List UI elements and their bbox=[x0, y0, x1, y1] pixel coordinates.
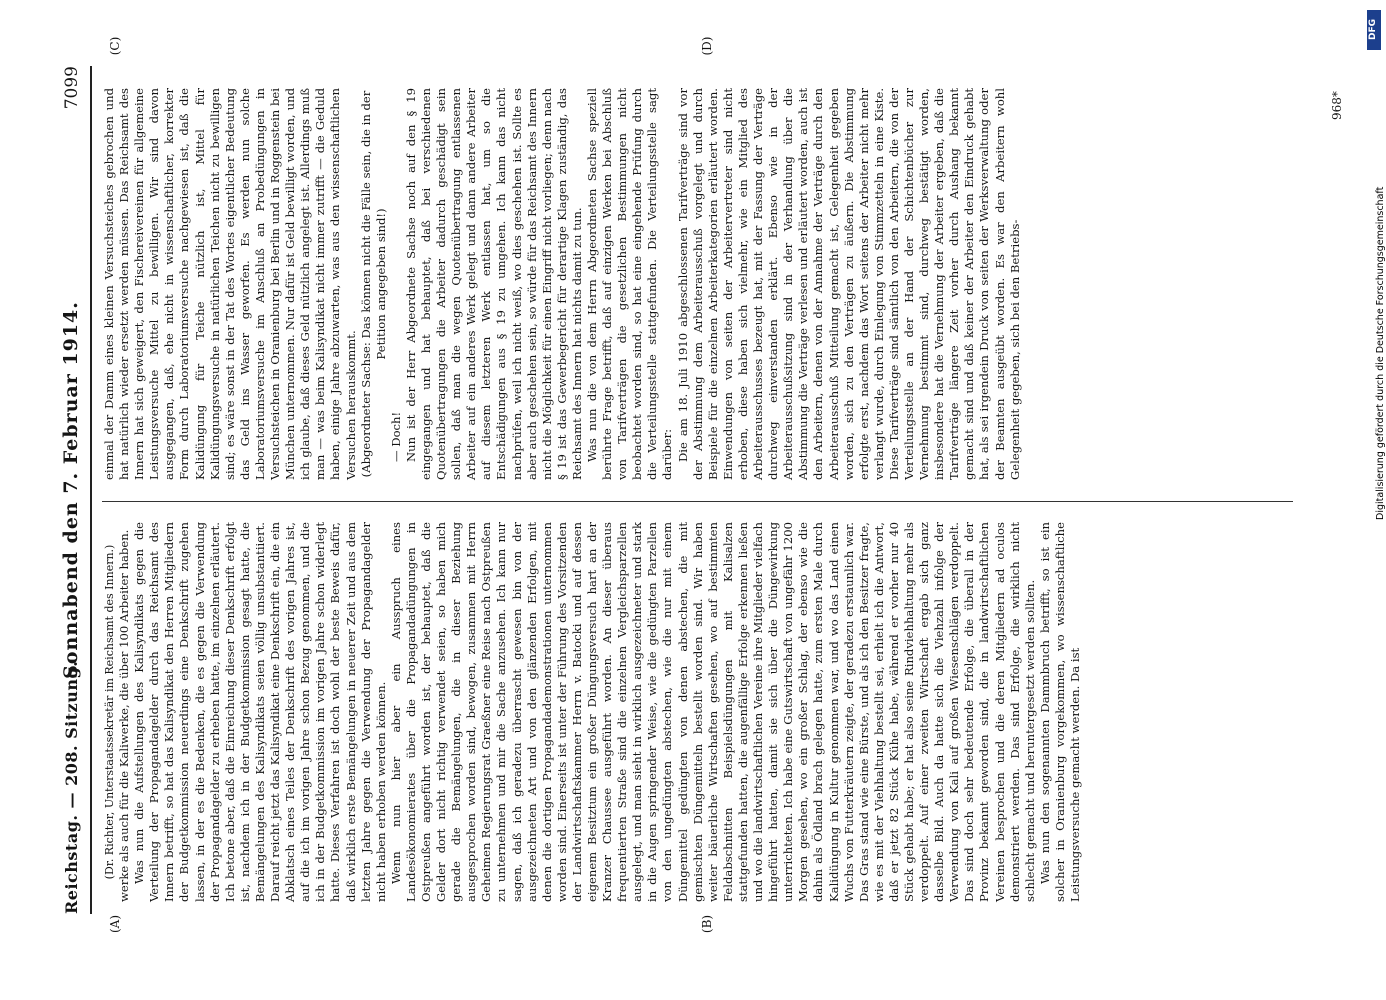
header-date: Sonnabend den 7. Februar 1914. bbox=[60, 301, 82, 679]
speaker-note: (Dr. Richter, Unterstaatssekretär im Reichsamt des Innern.) bbox=[103, 544, 116, 880]
quoted-paragraph: Die am 18. Juli 1910 abgeschlossenen Tarifverträge sind vor der Abstimmung dem Arbeiterausschuß vorgelegt und durch Beispiele für die einzelnen Arbeiterkategorien erläutert worden. Einwendungen von seiten der Arbeitervertreter sind nicht erhoben, diese haben sich vielmehr, wie ein Mitglied des Arbeiterausschusses bezeugt hat, mit der Fassung der Verträge durchweg einverstanden erklärt. Ebenso wie in der Arbeiterausschußsitzung sind in der Verhandlung über die Abstimmung die Verträge verlesen und erläutert worden, auch ist den Arbeitern, denen von der Annahme der Verträge durch den Arbeiterausschuß Mitteilung gemacht ist, Gelegenheit gegeben worden, sich zu den Verträgen zu äußern. Die Abstimmung erfolgte erst, nachdem das Wort seitens der Arbeiter nicht mehr verlangt wurde, durch Einlegung von Stimmzetteln in eine Kiste. Diese Tarifverträge sind sämtlich von den Arbeitern, die von der Verteilungsstelle an der Hand der Schichtenbücher zur Vernehmung bestimmt sind, durchweg bestätigt worden, insbesondere hat die Vernehmung der Arbeiter ergeben, daß die Tarifverträge längere Zeit vorher durch Aushang bekannt gemacht sind und daß keiner der Arbeiter den Eindruck gehabt hat, als sei irgendein Druck von seiten der Werksverwaltung oder der Beamten ausgeübt worden. Es war den Arbeitern wohl Gelegenheit gegeben, sich bei den Betriebs- bbox=[675, 88, 1022, 480]
paragraph: Was nun den sogenannten Dammbruch betrifft, so ist ein solcher in Oranienburg vorgekommen, wo wissenschaftliche Leistungsversuche gemacht werden. Da ist bbox=[1037, 522, 1082, 902]
margin-marker-a: (A) bbox=[108, 914, 122, 934]
paragraph: Nun ist der Herr Abgeordnete Sachse noch auf den § 19 eingegangen und hat behauptet, daß bei verschiedenen Quotenübertragungen die Arbeiter dadurch geschädigt sein sollen, daß man die wegen Quotenübertragung entlassenen Arbeiter auf ein anderes Werk gelegt und dann andere Arbeiter auf diesem letzteren Werk entlassen hat, um so die Entschädigungen aus § 19 zu umgehen. Ich kann das nicht nachprüfen, weil ich nicht weiß, wo dies geschehen ist. Sollte es aber auch geschehen sein, so würde für das Reichsamt des Innern nicht die Möglichkeit für einen Eingriff nicht vorliegen; denn nach § 19 ist das Gewerbegericht für derartige Klagen zuständig, das Reichsamt des Innern hat nichts damit zu tun. bbox=[403, 88, 584, 480]
margin-marker-c: (C) bbox=[108, 36, 122, 56]
column-divider bbox=[102, 501, 1293, 502]
margin-marker-d: (D) bbox=[700, 36, 714, 56]
paragraph: Was nun die von dem Herrn Abgeordneten Sachse speziell berührte Frage betrifft, daß auf einzigen Werken bei Abschluß von Tarifverträgen die gesetzlichen Bestimmungen nicht beobachtet worden sind, so hat eine eingehende Prüfung durch die Verteilungsstelle stattgefunden. Die Verteilungsstelle sagt darüber: bbox=[585, 88, 675, 480]
dfg-logo bbox=[1367, 10, 1381, 50]
dfg-logo-text: DFG bbox=[1368, 18, 1378, 40]
paragraph: einmal der Damm eines kleinen Versuchsteiches gebrochen und hat natürlich wieder ersetzt werden müssen. Das Reichsamt des Innern hat sich geweigert, den Fischereivereinen für allgemeine Leistungsversuche Mittel zu bewilligen. Wir sind davon ausgegangen, daß, ehe nicht in wissenschaftlicher, korrekter Form durch Laboratoriumsversuche nachgewiesen ist, daß die Kalidüngung für Teiche nützlich ist, Mittel für Kalidüngungsversuche in natürlichen Teichen nicht zu bewilligen sind; es wäre sonst in der Tat des Wortes eigentlicher Bedeutung das Geld ins Wasser geworfen. Es werden nun solche Laboratoriumsversuche im Anschluß an Probedüngungen in Versuchsteichen in Oranienburg bei Berlin und in Roggenstein bei München unternommen. Nur dafür ist Geld bewilligt worden, und ich glaube, daß dieses Geld nützlich angelegt ist. Allerdings muß man — was beim Kalisyndikat nicht immer zutrifft — die Geduld haben, einige Jahre abzuwarten, was aus den wissenschaftlichen Versuchen herauskommt. bbox=[102, 88, 358, 480]
signature-mark: 968* bbox=[1330, 91, 1344, 120]
header-session: Reichstag. — 208. Sitzung. bbox=[62, 660, 81, 914]
paragraph: Wenn nun hier aber ein Ausspruch eines Landesökonomierates über die Propagandadüngungen in Ostpreußen angeführt worden ist, der behauptet, daß die Gelder dort nicht richtig verwendet seien, so haben mich gerade die Bemängelungen, die in dieser Beziehung ausgesprochen worden sind, bewogen, zusammen mit Herrn Geheimen Regierungsrat Graeßner eine Reise nach Ostpreußen zu unternehmen und mir die Sache anzusehen. Ich kann nur sagen, daß ich geradezu überrascht gewesen bin von der ausgezeichneten Art und von den glänzenden Erfolgen, mit denen die dortigen Propagandademonstrationen unternommen worden sind. Einerseits ist unter der Führung des Vorsitzenden der Landwirtschaftskammer Herrn v. Batocki und auf dessen eigenem Besitztum ein großer Düngungsversuch hart an der Kranzer Chaussee ausgeführt worden. An dieser überaus frequentierten Straße sind die einzelnen Vergleichsparzellen ausgelegt, und man sieht in wirklich ausgezeichneter und stark in die Augen springender Weise, wie die gedüngten Parzellen von den ungedüngten abstechen, wie die nur mit einem Düngemittel gedüngten von denen abstechen, die mit gemischten Düngemitteln bestellt worden sind. Wir haben weiter bäuerliche Wirtschaften gesehen, wo auf bestimmten Feldabschnitten Beispielsdüngungen mit Kalisalzen stattgefunden hatten, die augenfällige Erfolge erkennen ließen und wo die landwirtschaftlichen Vereine ihre Mitglieder vielfach hingeführt hatten, damit sie sich über die Düngewirkung unterrichteten. Ich habe eine Gutswirtschaft von ungefähr 1200 Morgen gesehen, wo ein großer Schlag, der ebenso wie die dahin als Ödland brach gelegen hatte, zum ersten Male durch Kalidüngung in Kultur genommen war, und wo das Land einen Wuchs von Futterkräutern zeigte, der geradezu erstaunlich war. Das Gras stand wie eine Bürste, und als ich den Besitzer fragte, wie es mit der Viehhaltung bestellt sei, erhielt ich die Antwort, daß er jetzt 82 Stück Kühe habe, während er vorher nur 40 Stück gehabt habe; er hat also seine Rindviehhaltung mehr als verdoppelt. Auf einer zweiten Wirtschaft ergab sich ganz dasselbe Bild. Auch da hatte sich die Viehzahl infolge der Verwendung von Kali auf großen Wiesenschlägen verdoppelt. Das sind doch sehr bedeutende Erfolge, die überall in der Provinz bekannt geworden sind, die in landwirtschaftlichen Vereinen besprochen und die deren Mitgliedern ad oculos demonstriert werden. Das sind Erfolge, die wirklich nicht schlecht gemacht und heruntergesetzt werden sollten. bbox=[388, 522, 1037, 902]
left-text-column bbox=[102, 522, 1319, 902]
digitization-credit: Digitalisierung gefördert durch die Deutsche Forschungsgemeinschaft bbox=[1375, 186, 1386, 520]
paragraph: werke als auch für die Kaliwerke, die über 100 Arbeiter haben. bbox=[117, 529, 132, 902]
interjection: (Abgeordneter Sachse: Das können nicht die Fälle sein, die in der Petition angegeben sind!) bbox=[358, 90, 388, 478]
paragraph: — Doch! bbox=[388, 411, 403, 462]
paragraph: Was nun die Aufstellungen des Kalisyndikats gegen die Verteilung der Propagandagelder durch das Reichsamt des Innern betrifft, so hat das Kalisyndikat den Herren Mitgliedern der Budgetkommission neuerdings eine Denkschrift zugehen lassen, in der es die Bedenken, die es gegen die Verwendung der Propagandagelder zu erheben hatte, im einzelnen erläutert. Ich betone aber, daß die Einreichung dieser Denkschrift erfolgt ist, nachdem ich in der Budgetkommission gesagt hatte, die Bemängelungen des Kalisyndikats seien völlig unsubstantiiert. Darauf reicht jetzt das Kalisyndikat eine Denkschrift ein, die ein Abklatsch eines Teiles der Denkschrift des vorigen Jahres ist, auf die ich im vorigen Jahre schon Bezug genommen, und die ich in der Budgetkommission im vorigen Jahre schon widerlegt hatte. Dieses Verfahren ist doch wohl der beste Beweis dafür, daß wirklich erste Bemängelungen in neuerer Zeit und aus dem letzten Jahre gegen die Verwendung der Propagandagelder nicht haben erhoben werden können. bbox=[132, 522, 388, 902]
margin-marker-b: (B) bbox=[700, 914, 714, 934]
right-text-column bbox=[102, 88, 1319, 480]
header-page-number: 7099 bbox=[62, 66, 82, 110]
page-header bbox=[60, 66, 92, 914]
